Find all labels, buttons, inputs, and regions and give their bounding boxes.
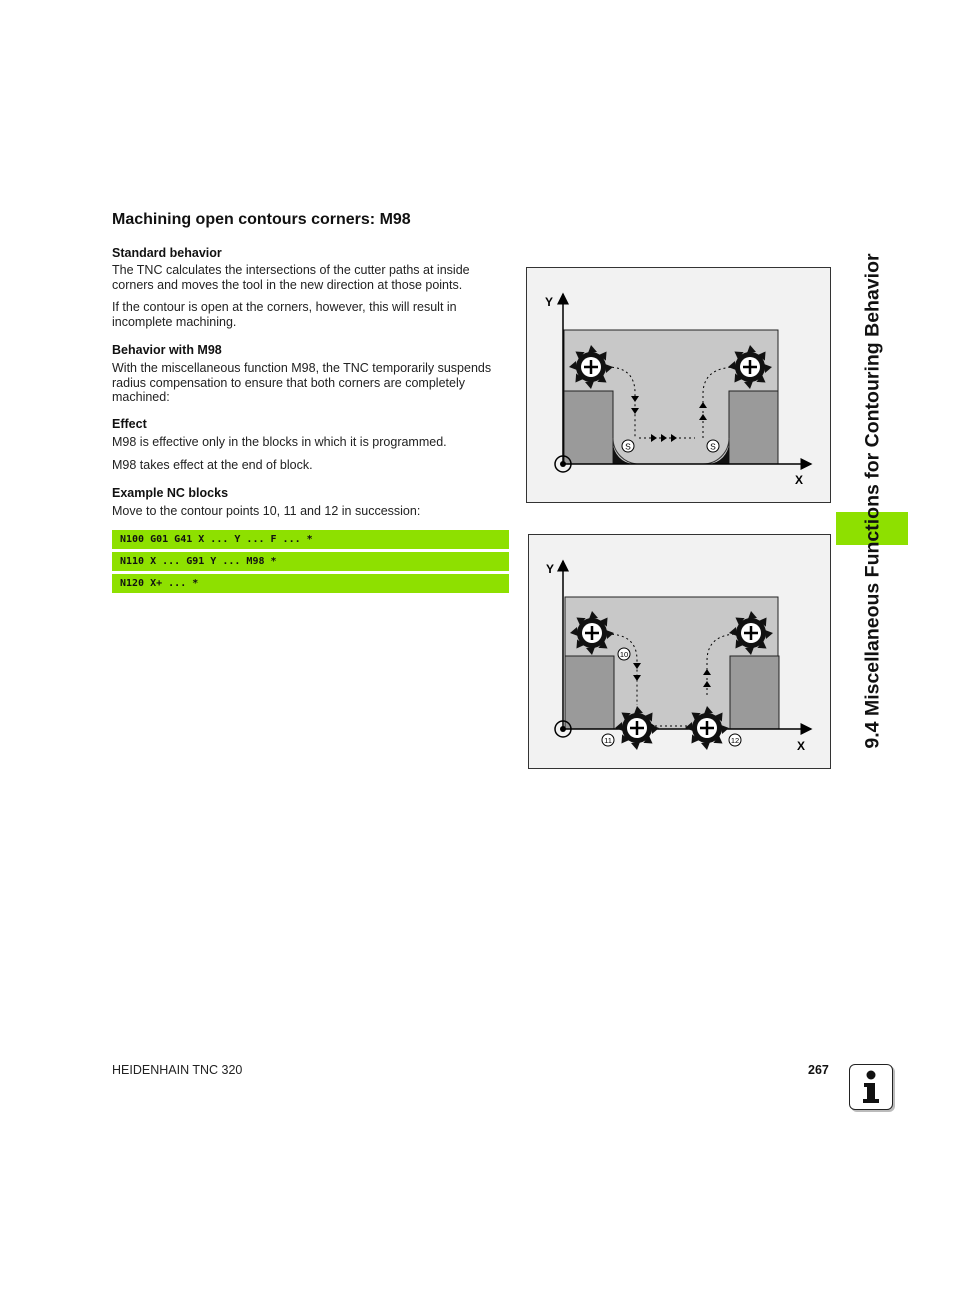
nc-code-line: N120 X+ ... *	[112, 574, 509, 593]
page-number: 267	[808, 1063, 829, 1077]
paragraph: If the contour is open at the corners, however, this will result in incomplete machining.	[112, 300, 457, 329]
heading-standard-behavior: Standard behavior	[112, 246, 222, 260]
nc-code-line: N110 X ... G91 Y ... M98 *	[112, 552, 509, 571]
x-axis-label: X	[797, 739, 806, 753]
sidebar-title-text: 9.4 Miscellaneous Functions for Contouring Behavior	[861, 253, 884, 749]
nc-code-line: N100 G01 G41 X ... Y ... F ... *	[112, 530, 509, 549]
paragraph: With the miscellaneous function M98, the TNC temporarily suspends radius compensation to ensure that both corners are completely machined:	[112, 361, 492, 404]
point-11-label: 11	[604, 736, 612, 745]
y-axis-label: Y	[546, 562, 555, 576]
info-icon	[849, 1064, 893, 1110]
paragraph: Move to the contour points 10, 11 and 12 in succession:	[112, 504, 421, 518]
y-axis-label: Y	[545, 295, 554, 309]
x-axis-label: X	[795, 473, 804, 487]
paragraph: The TNC calculates the intersections of the cutter paths at inside corners and moves the tool in the new direction at those points.	[112, 263, 470, 292]
paragraph: M98 is effective only in the blocks in which it is programmed.	[112, 435, 447, 449]
heading-effect: Effect	[112, 417, 147, 431]
section-title: Machining open contours corners: M98	[112, 211, 411, 228]
s-point-label: S	[710, 441, 716, 452]
figure-standard-corner	[526, 267, 831, 503]
s-point-label: S	[625, 441, 631, 452]
figure-m98-corner	[528, 534, 831, 769]
heading-example-nc-blocks: Example NC blocks	[112, 486, 229, 500]
sidebar-chapter-title	[861, 215, 885, 787]
paragraph: M98 takes effect at the end of block.	[112, 458, 313, 472]
heading-behavior-m98: Behavior with M98	[112, 343, 222, 357]
footer-manual-name: HEIDENHAIN TNC 320	[112, 1063, 243, 1077]
point-10-label: 10	[619, 650, 629, 659]
point-12-label: 12	[730, 736, 740, 745]
